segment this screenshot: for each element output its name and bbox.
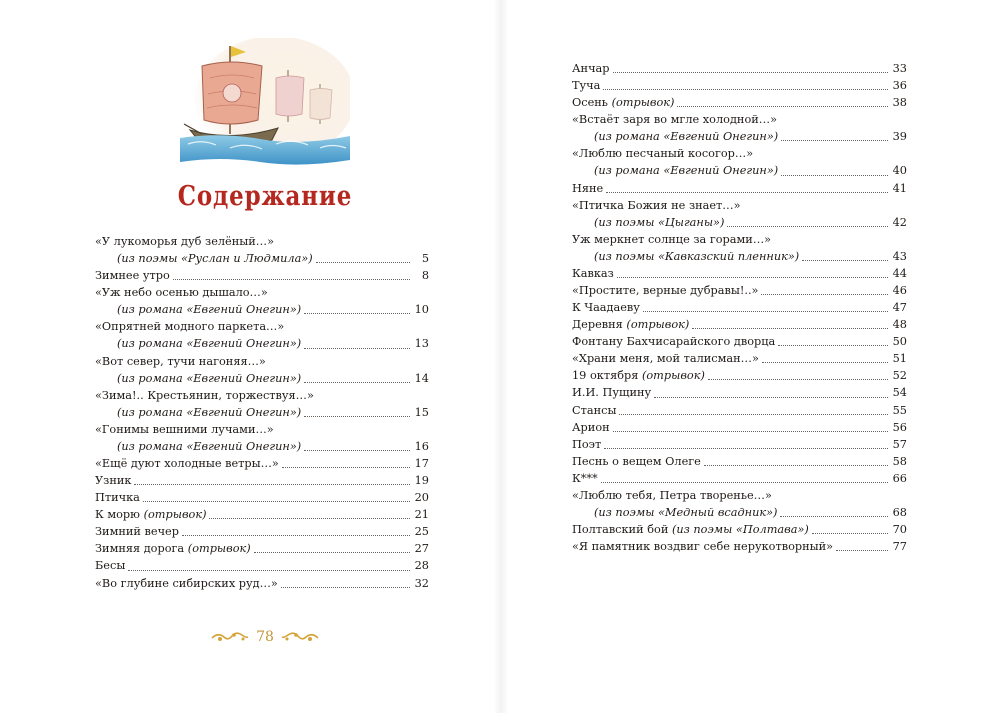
toc-entry-note: (отрывок)	[641, 369, 705, 383]
dot-leader	[173, 279, 410, 280]
toc-entry	[572, 282, 907, 299]
toc-entry-note: (отрывок)	[187, 542, 251, 556]
toc-entry-title: «Храни меня, мой талисман…»	[572, 352, 759, 366]
toc-entry-title: Туча	[572, 79, 601, 93]
toc-page-number: 70	[892, 523, 907, 537]
toc-entry-title: Узник	[95, 474, 132, 488]
toc-page-number: 38	[892, 96, 907, 110]
toc-entry-title: Кавказ	[572, 266, 614, 280]
toc-entry	[95, 233, 429, 250]
toc-entry-title: Полтавский бой	[572, 523, 669, 537]
dot-leader	[692, 328, 888, 329]
toc-entry	[572, 419, 907, 436]
dot-leader	[128, 570, 410, 571]
toc-entry	[95, 455, 429, 472]
toc-entry-title: «Опрятней модного паркета…»	[95, 320, 285, 334]
dot-leader	[677, 106, 888, 107]
toc-source-line	[572, 162, 907, 179]
toc-entry	[572, 145, 907, 162]
toc-page-number: 68	[892, 506, 907, 520]
toc-entry	[95, 318, 429, 335]
toc-entry-title: К Чаадаеву	[572, 301, 640, 315]
toc-entry-title: «Уж небо осенью дышало…»	[95, 286, 268, 300]
toc-entry	[572, 94, 907, 111]
dot-leader	[143, 501, 410, 502]
dot-leader	[708, 379, 888, 380]
toc-entry	[572, 265, 907, 282]
dot-leader	[304, 416, 410, 417]
toc-entry-title: И.И. Пущину	[572, 386, 652, 400]
toc-source-line	[95, 301, 429, 318]
toc-entry	[572, 77, 907, 94]
toc-entry-title: «Простите, верные дубравы!..»	[572, 284, 759, 298]
toc-entry-title: Зимняя дорога	[95, 542, 185, 556]
page-folio	[205, 624, 325, 650]
toc-page-number: 8	[421, 269, 429, 283]
dot-leader	[606, 192, 888, 193]
toc-page-number: 47	[892, 301, 907, 315]
toc-entry-title: Зимний вечер	[95, 525, 179, 539]
dot-leader	[209, 518, 410, 519]
dot-leader	[762, 362, 888, 363]
toc-entry-title: Арион	[572, 420, 610, 434]
dot-leader	[254, 552, 410, 553]
toc-page-number: 54	[892, 386, 907, 400]
toc-entry	[572, 350, 907, 367]
toc-page-number: 16	[414, 439, 429, 453]
toc-entry-title: «Ещё дуют холодные ветры…»	[95, 457, 279, 471]
toc-page-number: 50	[892, 335, 907, 349]
toc-page-number: 77	[892, 540, 907, 554]
toc-page-number: 51	[892, 352, 907, 366]
toc-entry-title: Уж меркнет солнце за горами…»	[572, 232, 772, 246]
toc-entry	[572, 384, 907, 401]
toc-entry-title: Анчар	[572, 62, 610, 75]
dot-leader	[281, 587, 410, 588]
toc-entry	[95, 557, 429, 574]
dot-leader	[134, 484, 410, 485]
dot-leader	[836, 550, 888, 551]
toc-page-number: 42	[892, 215, 907, 229]
toc-page-number: 10	[414, 303, 429, 317]
toc-entry	[572, 538, 907, 555]
toc-entry-title: Осень	[572, 96, 608, 110]
toc-source-line	[95, 404, 429, 421]
toc-entry-title: (из романа «Евгений Онегин»)	[594, 164, 779, 178]
toc-page-number: 36	[892, 79, 907, 93]
toc-entry-title: Птичка	[95, 491, 140, 505]
left-page	[0, 0, 500, 713]
toc-entry	[572, 367, 907, 384]
dot-leader	[182, 535, 410, 536]
toc-entry-title: (из поэмы «Кавказский пленник»)	[594, 249, 800, 263]
dot-leader	[617, 277, 888, 278]
toc-source-line	[572, 128, 907, 145]
toc-page-number: 13	[414, 337, 429, 351]
dot-leader	[761, 294, 888, 295]
toc-page-number: 17	[414, 457, 429, 471]
toc-page-number: 56	[892, 420, 907, 434]
dot-leader	[727, 226, 888, 227]
toc-page-number: 14	[414, 371, 429, 385]
toc-page-number: 58	[892, 454, 907, 468]
toc-entry-title: (из поэмы «Руслан и Людмила»)	[117, 252, 313, 266]
toc-entry-title: Поэт	[572, 437, 602, 451]
toc-entry	[95, 540, 429, 557]
toc-entry-title: (из романа «Евгений Онегин»)	[117, 303, 302, 317]
toc-entry	[95, 575, 429, 592]
dot-leader	[304, 382, 410, 383]
dot-leader	[781, 140, 888, 141]
toc-entry	[572, 470, 907, 487]
toc-page-number: 39	[892, 130, 907, 144]
toc-page-number: 15	[414, 405, 429, 419]
dot-leader	[304, 313, 410, 314]
dot-leader	[316, 262, 410, 263]
toc-entry	[572, 299, 907, 316]
toc-entry	[572, 487, 907, 504]
dot-leader	[654, 397, 888, 398]
right-page	[500, 0, 1001, 713]
toc-page-number: 28	[414, 559, 429, 573]
dot-leader	[778, 345, 888, 346]
page-number: 78	[256, 629, 274, 645]
toc-entry-title: К морю	[95, 508, 140, 522]
toc-entry-title: «Птичка Божия не знает…»	[572, 198, 741, 212]
toc-page-number: 19	[414, 474, 429, 488]
toc-page-number: 21	[414, 508, 429, 522]
toc-source-line	[95, 250, 429, 267]
toc-page-number: 55	[892, 403, 907, 417]
toc-entry-title: Песнь о вещем Олеге	[572, 454, 701, 468]
toc-page-number: 5	[421, 252, 429, 266]
toc-entry	[95, 472, 429, 489]
toc-source-line	[572, 248, 907, 265]
toc-entry	[95, 387, 429, 404]
dot-leader	[643, 311, 888, 312]
toc-entry	[95, 284, 429, 301]
toc-source-line	[95, 370, 429, 387]
toc-page-number: 46	[892, 284, 907, 298]
toc-entry	[95, 267, 429, 284]
toc-entry	[572, 402, 907, 419]
toc-entry-title: (из романа «Евгений Онегин»)	[117, 439, 302, 453]
toc-entry-title: «Во глубине сибирских руд…»	[95, 576, 278, 590]
toc-entry	[95, 353, 429, 370]
toc-entry	[572, 333, 907, 350]
dot-leader	[601, 482, 888, 483]
toc-entry-title: Няне	[572, 181, 604, 195]
toc-entry-title: Деревня	[572, 318, 623, 332]
toc-entry-title: «Вот север, тучи нагоняя…»	[95, 354, 266, 368]
dot-leader	[780, 516, 888, 517]
toc-page-number: 66	[892, 471, 907, 485]
right-ornament-icon	[280, 630, 320, 644]
toc-entry	[572, 316, 907, 333]
toc-entry	[95, 489, 429, 506]
toc-entry	[572, 111, 907, 128]
toc-entry-title: (из поэмы «Медный всадник»)	[594, 506, 778, 520]
toc-entry-title: К***	[572, 471, 598, 485]
toc-source-line	[95, 335, 429, 352]
toc-entry-title: Фонтану Бахчисарайского дворца	[572, 335, 776, 349]
dot-leader	[603, 89, 888, 90]
toc-entry-title: «Я памятник воздвиг себе нерукотворный»	[572, 540, 834, 554]
toc-page-number: 57	[892, 437, 907, 451]
left-ornament-icon	[210, 630, 250, 644]
toc-page-number: 33	[892, 62, 907, 75]
toc-entry-title: «Зима!.. Крестьянин, торжествуя…»	[95, 388, 314, 402]
dot-leader	[812, 533, 888, 534]
toc-entry-title: «Люблю песчаный косогор…»	[572, 147, 754, 161]
toc-entry	[95, 506, 429, 523]
dot-leader	[704, 465, 888, 466]
toc-entry	[572, 521, 907, 538]
toc-entry-note: (отрывок)	[611, 96, 675, 110]
toc-page-number: 40	[892, 164, 907, 178]
dot-leader	[781, 175, 888, 176]
toc-page-number: 27	[414, 542, 429, 556]
toc-entry-note: (отрывок)	[143, 508, 207, 522]
toc-left-column	[95, 233, 429, 592]
toc-entry-note: (из поэмы «Полтава»)	[671, 523, 809, 537]
toc-source-line	[572, 504, 907, 521]
toc-entry-title: «Встаёт заря во мгле холодной…»	[572, 113, 777, 127]
toc-page-number: 43	[892, 249, 907, 263]
toc-entry-title: «Гонимы вешними лучами…»	[95, 422, 274, 436]
dot-leader	[304, 348, 410, 349]
dot-leader	[304, 450, 410, 451]
toc-entry-title: «Люблю тебя, Петра творенье…»	[572, 488, 772, 502]
toc-entry-title: 19 октября	[572, 369, 639, 383]
ship-illustration	[180, 38, 350, 170]
toc-entry	[95, 523, 429, 540]
toc-entry	[95, 421, 429, 438]
toc-entry-title: «У лукоморья дуб зелёный…»	[95, 235, 275, 248]
toc-page-number: 20	[414, 491, 429, 505]
dot-leader	[604, 448, 888, 449]
dot-leader	[613, 72, 888, 73]
toc-entry-note: (отрывок)	[626, 318, 690, 332]
toc-entry	[572, 197, 907, 214]
page-title: Содержание	[177, 181, 353, 212]
toc-entry	[572, 180, 907, 197]
toc-page-number: 25	[414, 525, 429, 539]
toc-entry-title: (из романа «Евгений Онегин»)	[117, 405, 302, 419]
toc-page-number: 41	[892, 181, 907, 195]
toc-source-line	[572, 214, 907, 231]
toc-entry-title: Стансы	[572, 403, 617, 417]
toc-entry-title: (из романа «Евгений Онегин»)	[117, 337, 302, 351]
toc-entry-title: (из поэмы «Цыганы»)	[594, 215, 725, 229]
toc-page-number: 48	[892, 318, 907, 332]
dot-leader	[619, 414, 888, 415]
toc-entry-title: Бесы	[95, 559, 126, 573]
toc-entry	[572, 60, 907, 77]
toc-source-line	[95, 438, 429, 455]
toc-entry-title: (из романа «Евгений Онегин»)	[117, 371, 302, 385]
dot-leader	[802, 260, 888, 261]
dot-leader	[282, 467, 410, 468]
toc-page-number: 52	[892, 369, 907, 383]
toc-entry-title: Зимнее утро	[95, 269, 170, 283]
toc-entry	[572, 436, 907, 453]
toc-page-number: 32	[414, 576, 429, 590]
toc-entry-title: (из романа «Евгений Онегин»)	[594, 130, 779, 144]
dot-leader	[613, 431, 888, 432]
toc-entry	[572, 231, 907, 248]
toc-entry	[572, 453, 907, 470]
toc-page-number: 44	[892, 266, 907, 280]
toc-right-column	[572, 60, 907, 555]
